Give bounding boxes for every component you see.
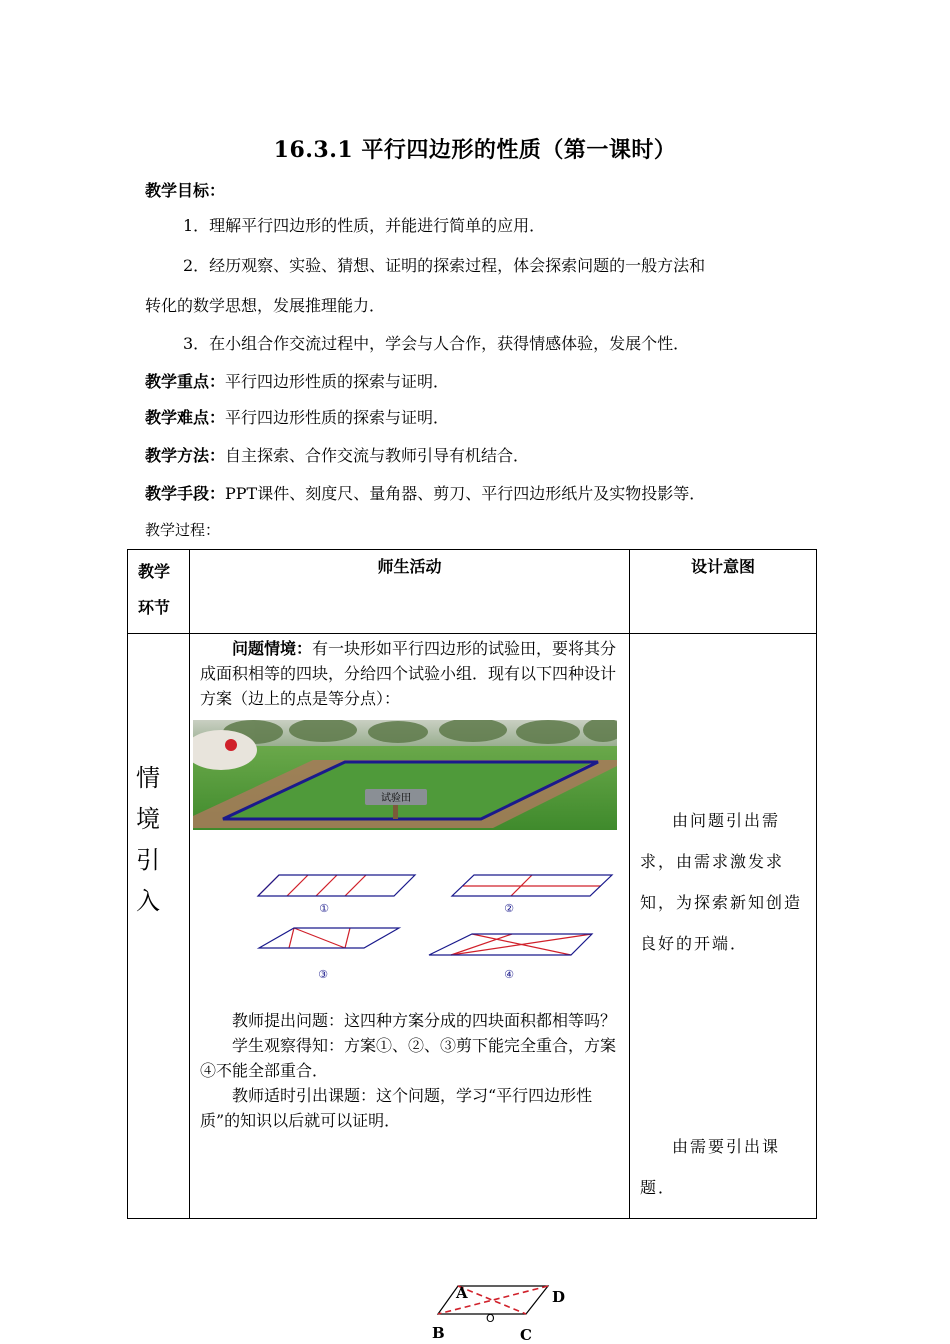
table-row	[128, 634, 817, 1219]
parallelogram-figure	[420, 1276, 580, 1344]
intent-1: 由问题引出需求，由需求激发求知，为探索新知创造良好的开端．	[640, 811, 803, 953]
objective-3: 3．在小组合作交流过程中，学会与人合作，获得情感体验，发展个性．	[183, 334, 690, 353]
header-stage: 教学环节	[128, 550, 190, 634]
key-point-text: 平行四边形性质的探索与证明．	[225, 372, 450, 391]
problem-label: 问题情境：	[232, 639, 313, 658]
label-c: C	[520, 1326, 532, 1344]
problem-paragraph	[190, 636, 629, 711]
scheme-4-label: ④	[504, 968, 514, 980]
means-text: PPT课件、刻度尺、量角器、剪刀、平行四边形纸片及实物投影等．	[225, 484, 706, 503]
field-sign: 试验田	[381, 793, 411, 804]
key-point-label: 教学重点：	[145, 372, 226, 391]
process-heading: 教学过程：	[145, 521, 221, 539]
label-o: O	[486, 1312, 495, 1325]
section-char: 入	[136, 887, 160, 915]
scheme-3-figure	[259, 928, 399, 948]
scheme-2-label: ②	[504, 902, 514, 915]
header-intent: 设计意图	[630, 550, 817, 634]
section-char: 境	[136, 805, 160, 833]
page-title: 16.3.1 平行四边形的性质（第一课时）	[273, 137, 677, 163]
activity-cell	[190, 634, 630, 1219]
intent-2: 由需要引出课题．	[640, 1137, 781, 1197]
objectives-heading: 教学目标：	[145, 181, 226, 200]
objective-2-cont: 转化的数学思想，发展推理能力．	[145, 296, 386, 315]
student-answer: 学生观察得知：方案①、②、③剪下能完全重合，方案④不能全部重合．	[200, 1036, 617, 1080]
difficulty-label: 教学难点：	[145, 408, 226, 427]
table-header-row	[128, 550, 817, 634]
teacher-intro: 教师适时引出课题：这个问题，学习“平行四边形性质”的知识以后就可以证明．	[200, 1086, 593, 1130]
objective-2: 2．经历观察、实验、猜想、证明的探索过程，体会探索问题的一般方法和	[183, 256, 706, 275]
means-label: 教学手段：	[145, 484, 226, 503]
field-photo	[193, 720, 617, 830]
objective-1: 1．理解平行四边形的性质，并能进行简单的应用．	[183, 216, 546, 235]
section-char: 引	[136, 846, 160, 874]
label-a: A	[456, 1284, 468, 1302]
teacher-question: 教师提出问题：这四种方案分成的四块面积都相等吗？	[232, 1011, 617, 1030]
scheme-1-figure	[258, 875, 415, 896]
scheme-1-label: ①	[319, 902, 329, 915]
section-char: 情	[136, 764, 160, 792]
section-label	[128, 634, 189, 922]
intent-cell	[630, 634, 817, 1219]
scheme-diagrams	[190, 856, 630, 980]
key-point	[145, 369, 449, 392]
problem-text: 有一块形如平行四边形的试验田，要将其分成面积相等的四块，分给四个试验小组．现有以下四种设计方案（边上的点是等分点）：	[200, 639, 617, 708]
method-label: 教学方法：	[145, 446, 226, 465]
label-b: B	[432, 1324, 445, 1342]
scheme-2-figure	[452, 875, 612, 896]
means	[145, 481, 705, 504]
scheme-3-label: ③	[318, 968, 328, 980]
scheme-4-figure	[429, 934, 592, 955]
method	[145, 443, 529, 466]
difficulty	[145, 405, 449, 428]
section-cell	[128, 634, 190, 1219]
label-d: D	[552, 1288, 566, 1306]
process-table	[127, 549, 817, 1219]
difficulty-text: 平行四边形性质的探索与证明．	[225, 408, 450, 427]
header-activity: 师生活动	[190, 550, 630, 634]
method-text: 自主探索、合作交流与教师引导有机结合．	[225, 446, 530, 465]
